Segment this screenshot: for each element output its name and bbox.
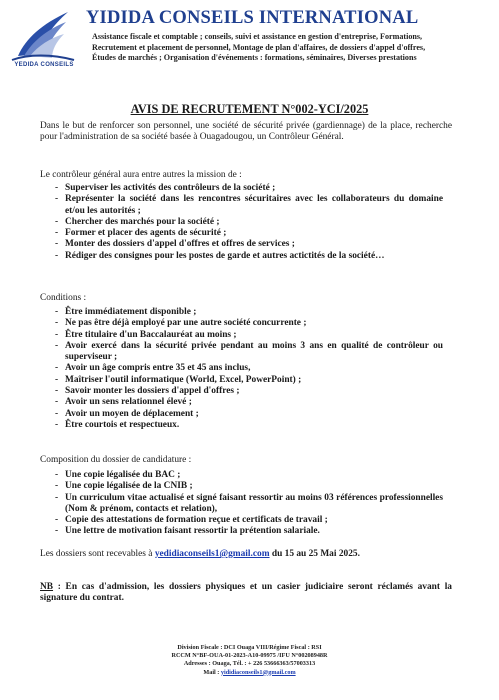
footer-mail-prefix: Mail : [203, 668, 221, 676]
company-name: YIDIDA CONSEILS INTERNATIONAL [86, 8, 419, 28]
footer-line: Adresses : Ouaga, Tél. : + 226 53666363/57003313 [183, 660, 316, 668]
footer-line: Division Fiscale : DCI Ouaga VIII/Régime Fiscal : RSI [177, 644, 322, 651]
conditions-list [65, 307, 443, 431]
conditions-heading: Conditions : [40, 293, 87, 303]
list-item: - Un curriculum vitae actualisé et signé faisant ressortir au moins 03 références professionnelles (Nom & prénom, contacts et relation), [65, 493, 443, 516]
list-item: - Une copie légalisée du BAC ; [65, 470, 443, 481]
tagline-line: Recrutement et placement de personnel, Montage de plan d'affaires, de dossiers d'appel d'offres, [92, 42, 426, 52]
list-item: - Être titulaire d'un Baccalauréat au moins ; [65, 330, 443, 341]
mission-list [65, 183, 443, 262]
list-item: - Superviser les activités des contrôleurs de la société ; [65, 183, 443, 194]
list-item: - Une lettre de motivation faisant ressortir la prétention salariale. [65, 526, 443, 537]
nb-label: NB [40, 582, 54, 592]
list-item: - Maîtriser l'outil informatique (World, Excel, PowerPoint) ; [65, 375, 443, 386]
reception-prefix: Les dossiers sont recevables à [40, 549, 155, 559]
list-item: - Former et placer des agents de sécurité ; [65, 228, 443, 239]
list-item: - Être courtois et respectueux. [65, 420, 443, 431]
list-item: - Ne pas être déjà employé par une autre société concurrente ; [65, 318, 443, 329]
company-logo-icon [8, 8, 78, 70]
document-title: AVIS DE RECRUTEMENT N°002-YCI/2025 [130, 102, 369, 116]
company-tagline [92, 32, 494, 64]
list-item: - Rédiger des consignes pour les postes de garde et autres actictités de la société… [65, 251, 443, 262]
dossier-heading: Composition du dossier de candidature : [40, 455, 192, 465]
footer-line: RCCM N°BF-OUA-01-2023-A10-09975 /IFU N°00208948R [171, 652, 328, 660]
email-link[interactable]: yedidiaconseils1@gmail.com [154, 549, 270, 559]
list-item: - Avoir un moyen de déplacement ; [65, 409, 443, 420]
list-item: - Être immédiatement disponible ; [65, 307, 443, 318]
list-item: - Avoir exercé dans la sécurité privée pendant au moins 3 ans en qualité de contrôleur ou superviseur ; [65, 341, 443, 364]
nb-text: : En cas d'admission, les dossiers physiques et un casier judiciaire seront réclamés avant la signature du contrat. [40, 582, 452, 604]
list-item: - Monter des dossiers d'appel d'offres et offres de services ; [65, 239, 443, 250]
list-item: - Représenter la société dans les rencontres sécuritaires avec les collaborateurs du domaine et/ou les autorités ; [65, 194, 443, 217]
document-footer [0, 644, 499, 677]
intro-paragraph: Dans le but de renforcer son personnel, une société de sécurité privée (gardiennage) de la place, recherche pour l'administration de sa société basée à Ouagadougou, un Contrôleur Général. [40, 121, 452, 143]
reception-paragraph [40, 549, 452, 560]
list-item: - Copie des attestations de formation reçue et certificats de travail ; [65, 515, 443, 526]
reception-period: du 15 au 25 Mai 2025. [269, 549, 360, 559]
nb-paragraph [40, 582, 452, 605]
list-item: - Une copie légalisée de la CNIB ; [65, 481, 443, 492]
list-item: - Savoir monter les dossiers d'appel d'offres ; [65, 386, 443, 397]
logo-caption: YEDIDA CONSEILS [14, 62, 74, 68]
list-item: - Avoir un sens relationnel élevé ; [65, 397, 443, 408]
footer-email-link[interactable]: yididiaconseils1@gmail.com [220, 668, 296, 676]
tagline-line: Assistance fiscale et comptable ; conseils, suivi et assistance en gestion d'entreprise, Formations, [92, 32, 423, 41]
list-item: - Chercher des marchés pour la société ; [65, 217, 443, 228]
dossier-list [65, 470, 443, 538]
list-item: - Avoir un âge compris entre 35 et 45 ans inclus, [65, 363, 443, 374]
tagline-line: Études de marchés ; Organisation d'événements : formations, séminaires, Diverses prestations [92, 53, 417, 63]
mission-heading: Le contrôleur général aura entre autres la mission de : [40, 170, 242, 180]
footer-mail-line [0, 669, 499, 677]
